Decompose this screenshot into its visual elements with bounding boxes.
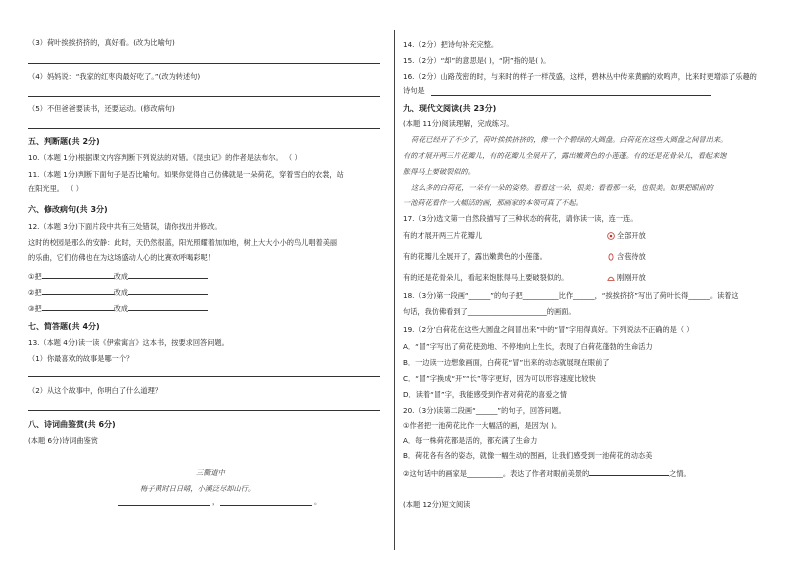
left-column bbox=[0, 0, 393, 562]
q20-2-text: ②这句话中的画家是__________。表达了作者对眼前美景的 之情。 bbox=[403, 469, 691, 478]
section-6-heading: 六、修改病句(共 3分) bbox=[28, 205, 108, 214]
period: 。 bbox=[314, 497, 322, 506]
section-9-heading: 九、现代文阅读(共 23分) bbox=[403, 104, 497, 113]
match-left-3[interactable]: 有的还是花骨朵儿，看起来饱胀得马上要破裂似的。 bbox=[403, 273, 569, 282]
answer-line[interactable] bbox=[28, 410, 380, 411]
match-left-2[interactable]: 有的花瓣儿全展开了，露出嫩黄色的小莲蓬。 bbox=[403, 252, 547, 261]
poem-title: 三衢道中 bbox=[196, 468, 225, 477]
q20-option-a[interactable]: A．每一株荷花都是活的，都充满了生命力 bbox=[403, 436, 538, 445]
q17-text: 17.（3分)选文第一自然段描写了三种状态的荷花，请你读一读，连一连。 bbox=[403, 214, 638, 223]
q12-passage-cont: 的乐曲，它们仿佛也在为这场盛动人心的比赛欢呼喝彩呢！ bbox=[28, 253, 215, 262]
q10-text: 10.（本题 1分)根据课文内容判断下列说法的对错。《昆虫记》的作者是法布尔。 （ ） bbox=[28, 153, 302, 162]
fix-blank[interactable] bbox=[42, 302, 114, 311]
right-column bbox=[397, 0, 794, 562]
fix-row-2: ②把 改成 bbox=[28, 286, 208, 298]
section-8-subtitle: (本题 6分)诗词曲鉴赏 bbox=[28, 436, 98, 445]
section-7-heading: 七、简答题(共 4分) bbox=[28, 322, 100, 331]
passage-line: 这么多的白荷花，一朵有一朵的姿势。看看这一朵，很美；看看那一朵，也很美。如果把眼前的 bbox=[411, 183, 713, 192]
q19-option-c[interactable]: C．“冒”字换成“开”“长”等字更好，因为可以形容速度比较快 bbox=[403, 374, 596, 383]
q15-text: 15.（2分）“却”的意思是( )，“阴”指的是( )。 bbox=[403, 56, 551, 65]
fix-blank[interactable] bbox=[128, 270, 208, 279]
column-divider bbox=[394, 30, 395, 550]
match-right-2[interactable]: 含苞待放 bbox=[607, 252, 646, 262]
answer-line[interactable] bbox=[28, 63, 380, 64]
match-left-1[interactable]: 有的才展开两三片花瓣儿 bbox=[403, 231, 483, 240]
poem-line: 梅子黄时日日晴，小溪泛尽却山行。 bbox=[140, 484, 256, 493]
q12-passage: 这时的校园是那么的安静：此时，天仍然很蓝，阳光照耀着加加地，树上大大小小的鸟儿唱着美丽 bbox=[28, 238, 338, 247]
comma: ， bbox=[212, 497, 220, 506]
answer-line[interactable] bbox=[28, 96, 380, 97]
passage-line: 荷花已经开了不少了，荷叶挨挨挤挤的，像一个个碧绿的大圆盘。白荷花在这些大圆盘之间冒出来。 bbox=[411, 135, 728, 144]
full-bloom-icon bbox=[607, 232, 615, 240]
q12-text: 12.（本题 3分)下面片段中共有三处错误，请你找出并修改。 bbox=[28, 222, 222, 231]
q11-text-cont: 在阳光里。 （ ） bbox=[28, 184, 83, 193]
q11-text: 11.（本题 1分)判断下面句子是否比喻句。如果你觉得自己仿佛就是一朵荷花，穿着雪白的衣裳，站 bbox=[28, 170, 344, 179]
q19-option-d[interactable]: D．读着“冒”字，我能感受到作者对荷花的喜爱之情 bbox=[403, 390, 567, 399]
q20-text: 20.（3分)读第二段画“______”的句子，回答问题。 bbox=[403, 406, 566, 415]
passage-line: 胀得马上要破裂似的。 bbox=[403, 167, 475, 176]
half-open-icon bbox=[607, 274, 615, 282]
q4-text: （4）妈妈说：“我家的红枣肉最好吃了。”(改为转述句) bbox=[28, 72, 201, 81]
bud-icon bbox=[607, 253, 615, 261]
fix-blank[interactable] bbox=[128, 286, 208, 295]
q18-text: 18.（3分)第一段画“______”的句子把__________比作______，“挨挨挤挤”写出了荷叶长得______。读着这 bbox=[403, 291, 739, 300]
section-9-subtitle: (本题 11分)阅读理解，完成练习。 bbox=[403, 119, 514, 128]
section-5-heading: 五、判断题(共 2分) bbox=[28, 137, 100, 146]
q13-2-text: （2）从这个故事中，你明白了什么道理？ bbox=[28, 386, 162, 395]
q20-1-text: ①作者把一池荷花比作一大幅活的画，是因为( )。 bbox=[403, 421, 562, 430]
q13-1-text: （1）你最喜欢的故事是哪一个？ bbox=[28, 354, 134, 363]
section-8-heading: 八、诗词曲鉴赏(共 6分) bbox=[28, 420, 116, 429]
fix-row-3: ③把 改成 bbox=[28, 302, 208, 314]
poem-blank[interactable] bbox=[220, 505, 312, 506]
q19-text: 19.（2分’白荷花在这些大圆盘之间冒出来”中的“冒”字用得真好。下列说法不正确的是（ ） bbox=[403, 325, 694, 334]
fix-blank[interactable] bbox=[128, 302, 208, 311]
fix-blank[interactable] bbox=[42, 286, 114, 295]
match-right-1[interactable]: 全部开放 bbox=[607, 231, 646, 241]
fix-row-1: ①把 改成 bbox=[28, 270, 208, 282]
poem-blank[interactable] bbox=[118, 505, 210, 506]
match-right-3[interactable]: 刚刚开放 bbox=[607, 273, 646, 283]
answer-line[interactable] bbox=[431, 95, 711, 96]
q16-text: 16.（2分）山路茂密的时，与来时的样子一样茂盛，这样，碧林丛中传来黄鹂的欢鸣声，比来时更增添了乐趣的 bbox=[403, 72, 757, 81]
q20-option-b[interactable]: B．荷花各有各的姿态，就像一幅生动的图画，让我们感受到一池荷花的动态美 bbox=[403, 451, 653, 460]
q16-text-cont: 诗句是 bbox=[403, 86, 425, 95]
q19-option-a[interactable]: A．“冒”字写出了荷花使劲地、不停地向上生长，表现了白荷花蓬勃的生命活力 bbox=[403, 342, 653, 351]
q19-option-b[interactable]: B．一边读一边想象画面，白荷花“冒”出来的动态就展现在眼前了 bbox=[403, 358, 610, 367]
passage-line: 有的才展开两三片花瓣儿，有的花瓣儿全展开了，露出嫩黄色的小莲蓬。有的还是花骨朵儿，看起来饱 bbox=[403, 151, 727, 160]
q18-text-cont: 句话，我仿佛看到了______________________的画面。 bbox=[403, 307, 576, 316]
answer-line[interactable] bbox=[28, 376, 380, 377]
q13-text: 13.（本题 4分)读一读《伊索寓言》这本书，按要求回答问题。 bbox=[28, 338, 229, 347]
passage-line: 一池荷花看作一大幅活的画，那画家的本领可真了不起。 bbox=[403, 198, 583, 207]
fix-blank[interactable] bbox=[42, 270, 114, 279]
short-reading-subtitle: (本题 12分)短文阅读 bbox=[403, 500, 471, 509]
q5-text: （5）不但爸爸要读书，还要运动。(修改病句) bbox=[28, 104, 175, 113]
answer-blank[interactable] bbox=[589, 467, 669, 476]
q14-text: 14.（2分）把诗句补充完整。 bbox=[403, 40, 499, 49]
q3-text: （3）荷叶挨挨挤挤的，真好看。(改为比喻句) bbox=[28, 38, 175, 47]
answer-line[interactable] bbox=[28, 128, 380, 129]
